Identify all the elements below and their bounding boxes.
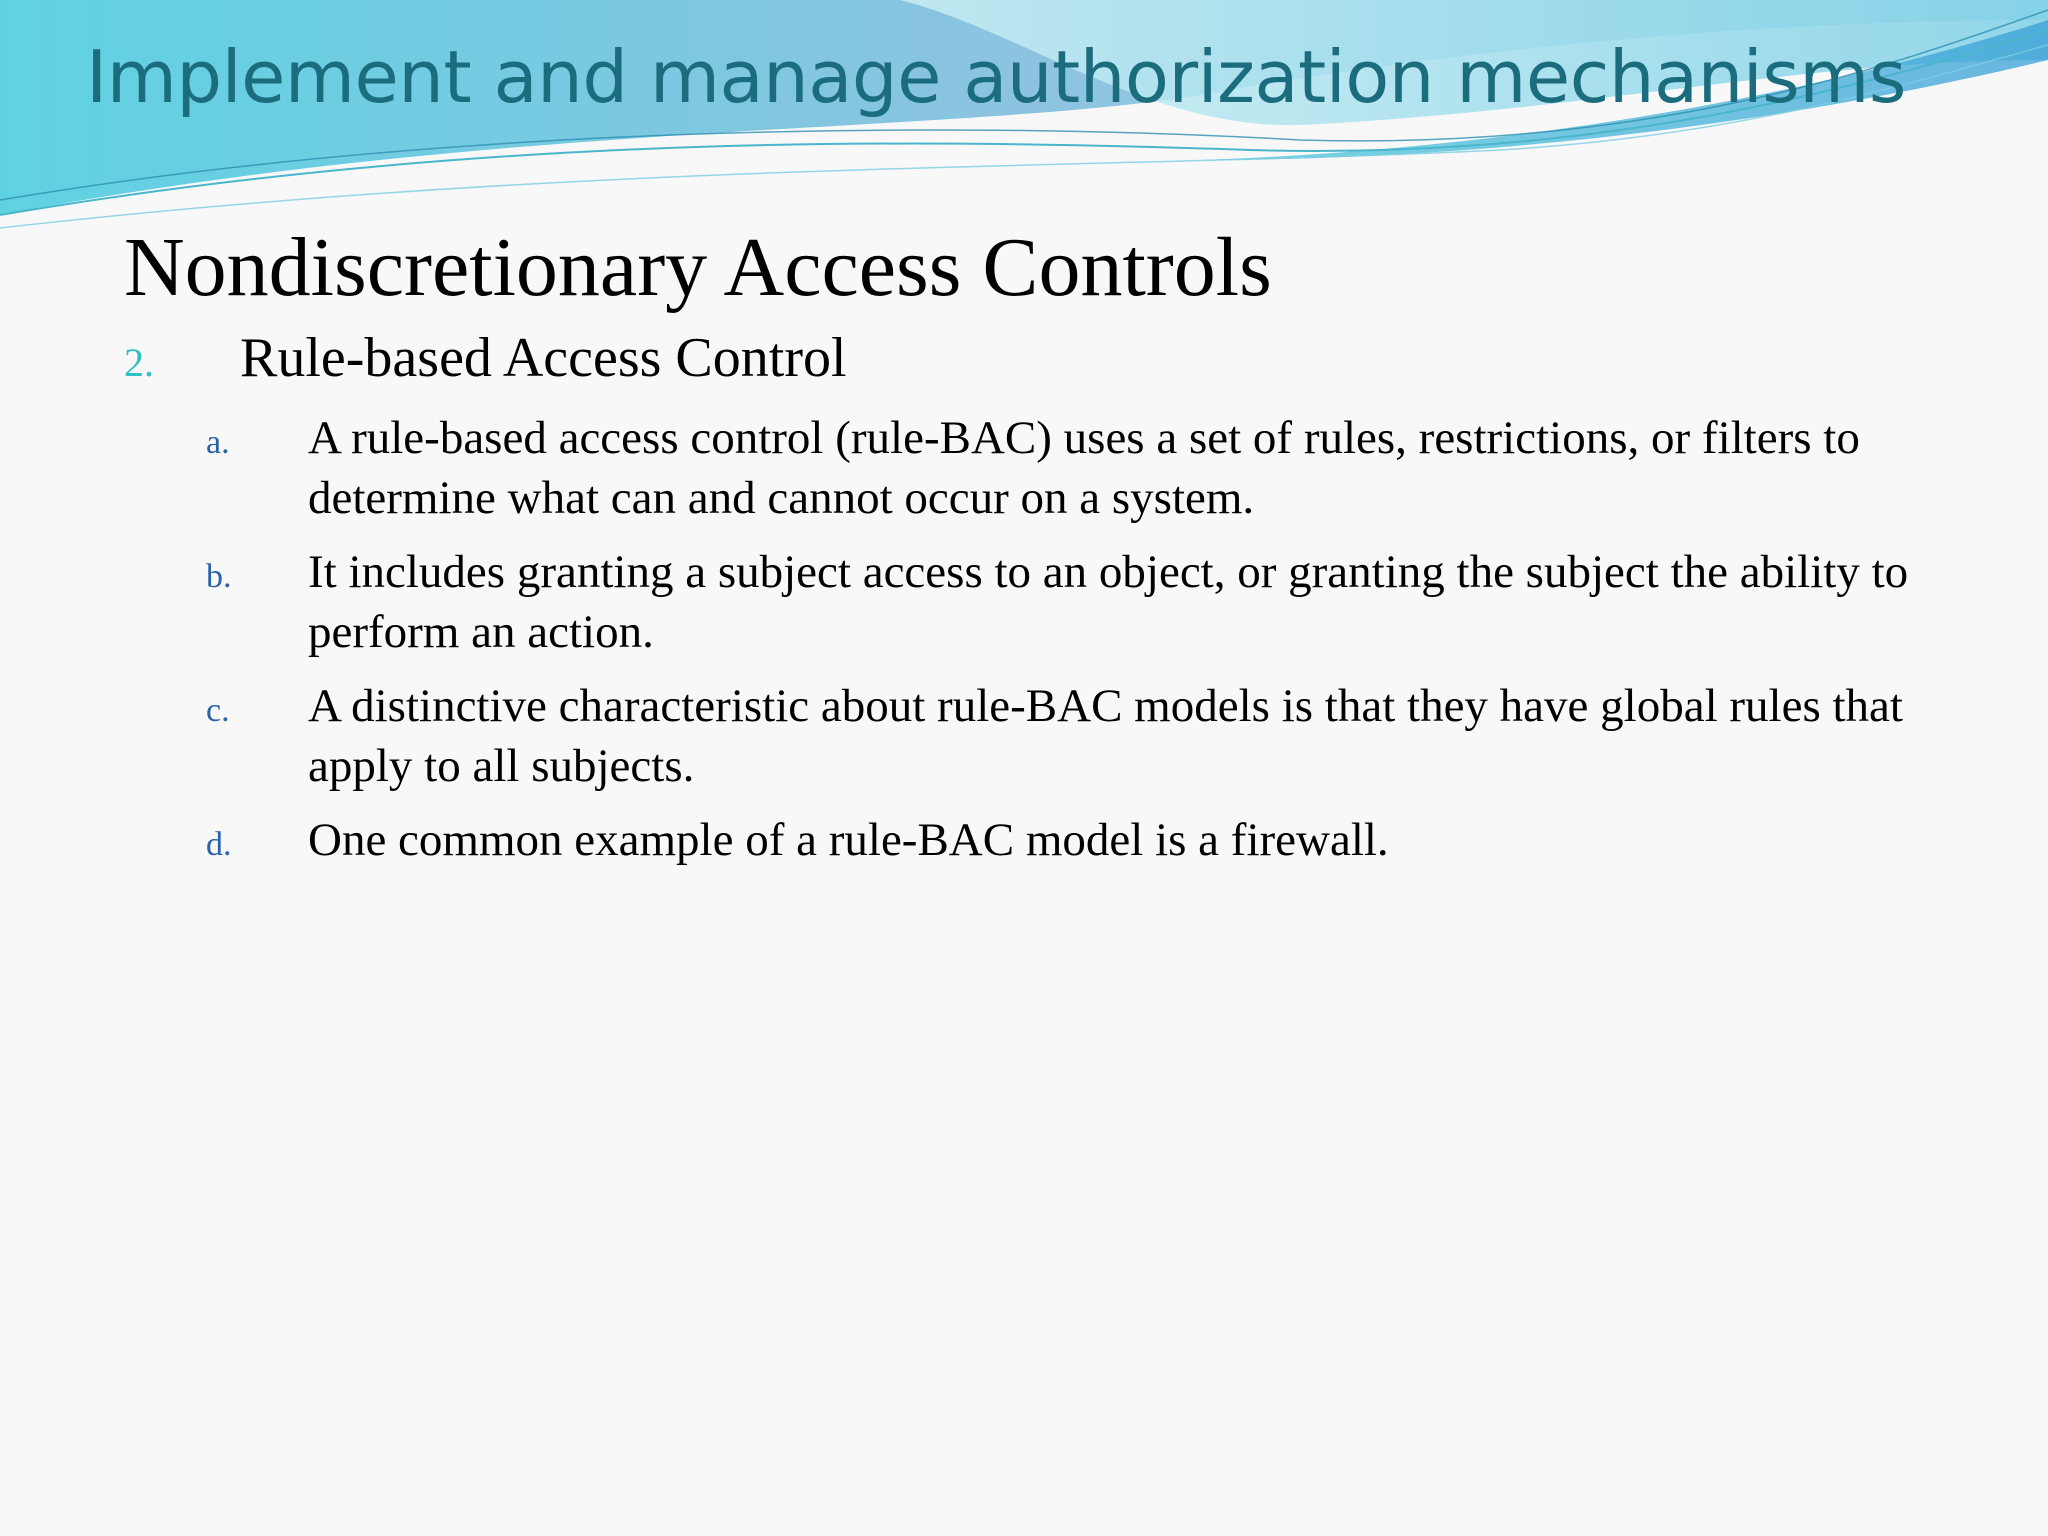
section-heading: Nondiscretionary Access Controls [124,221,1272,314]
sub-item-d [206,810,1924,875]
sub-item-text: A distinctive characteristic about rule-BAC models is that they have global rules that apply to all subjects. [308,679,1903,792]
sub-item-marker: a. [206,423,230,461]
slide-content [124,218,1924,889]
sub-item-marker: b. [206,557,232,595]
sub-item-marker: c. [206,691,230,729]
sub-item-c [206,676,1924,796]
sub-item-b [206,542,1924,662]
sub-item-text: It includes granting a subject access to an object, or granting the subject the ability to perform an action. [308,545,1909,658]
sub-item-list [206,408,1924,875]
sub-item-text: One common example of a rule-BAC model is a firewall. [308,813,1389,866]
sub-item-marker: d. [206,825,232,863]
sub-item-a [206,408,1924,528]
slide-title: Implement and manage authorization mechanisms [86,35,1906,119]
item-number: 2. [124,339,154,385]
sub-item-text: A rule-based access control (rule-BAC) uses a set of rules, restrictions, or filters to determine what can and cannot occur on a system. [308,411,1860,524]
item-label: Rule-based Access Control [240,326,847,389]
numbered-item [124,325,1924,392]
